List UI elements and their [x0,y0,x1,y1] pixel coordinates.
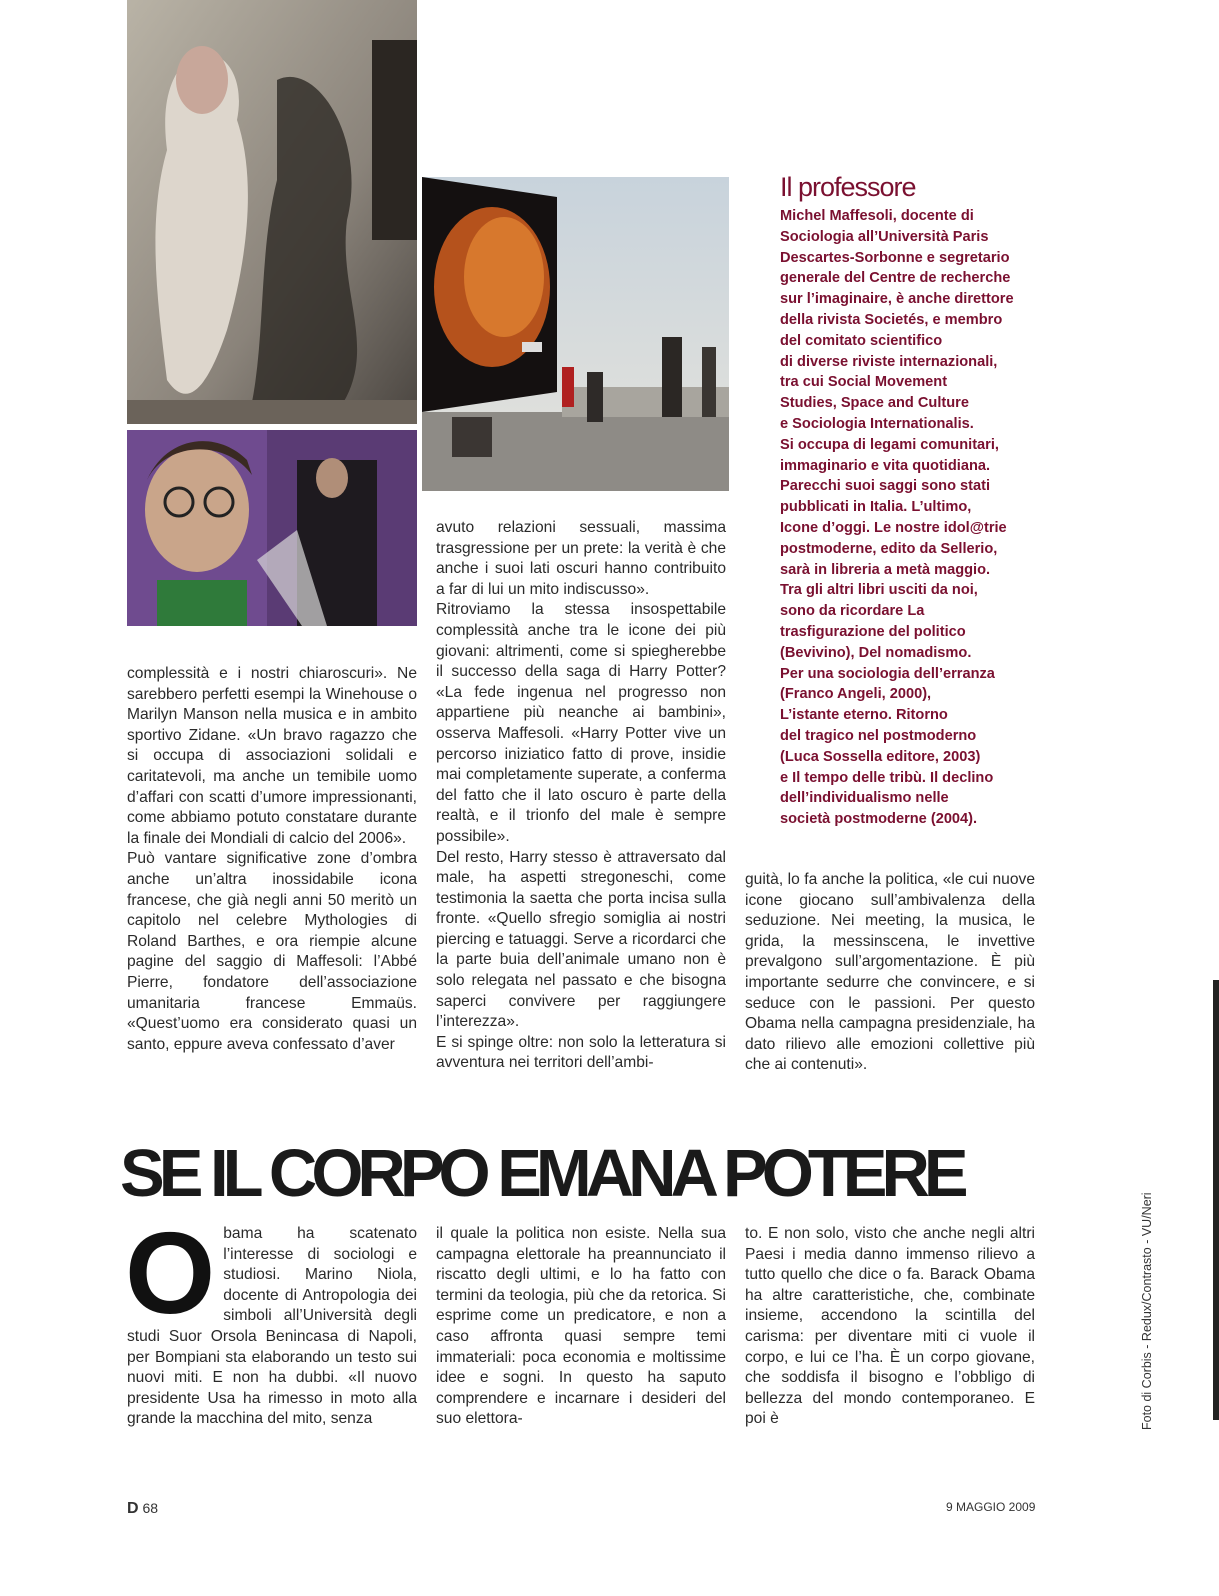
sidebar-line: Per una sociologia dell’erranza [780,665,995,682]
issue-date: 9 MAGGIO 2009 [946,1500,1036,1514]
sidebar-line: dell’individualismo nelle [780,790,949,807]
photo-sculpture-shadow [127,0,417,424]
sidebar-line: del tragico nel postmoderno [780,727,977,744]
sidebar-line: (Luca Sossella editore, 2003) [780,748,981,765]
sidebar-line: trasfigurazione del politico [780,623,966,640]
photo-harry-potter-mural [127,430,417,626]
sidebar-line: della rivista Societés, e membro [780,311,1003,328]
sidebar-body [780,206,1040,830]
paragraph: Ritroviamo la stessa insospettabile complessità anche tra le icone dei più giovani: altrimenti, come si spiegherebbe il successo della saga di Harry Potter? «La fede ingenua nel progresso non appartiene più neanche ai bambini», osserva Maffesoli. «Harry Potter vive un percorso iniziatico fatto di prove, insidie mai completamente superate, a conferma del fatto che il lato oscuro è parte della realtà, e il trionfo del male è sempre possibile». [436,601,726,845]
article-headline: SE IL CORPO EMANA POTERE [120,1136,963,1211]
photo-billboard-face [422,177,729,491]
paragraph: complessità e i nostri chiaroscuri». Ne sarebbero perfetti esempi la Winehouse o Marilyn Manson nella musica e in ambito sportivo Zidane. «Un bravo ragazzo che si occupa di associazioni solidali e caritatevoli, ma anche un temibile uomo d’affari con scatti d’umore impressionanti, come abbiamo potuto constatare durante la finale dei Mondiali di calcio del 2006». [127,665,417,847]
sidebar-line: Descartes-Sorbonne e segretario [780,249,1010,266]
paragraph: il quale la politica non esiste. Nella sua campagna elettorale ha preannunciato il riscatto degli ultimi, e lo ha fatto con termini da teologia, più che da retorica. Si esprime come un predicatore, e non a caso affronta quasi sempre temi immateriali: poca economia e moltissime idee e sogni. In questo ha saputo comprendere e incarnare i desideri del suo elettora- [436,1225,726,1428]
sidebar-line: del comitato scientifico [780,332,943,349]
sidebar-line: Parecchi suoi saggi sono stati [780,478,991,495]
sidebar-line: di diverse riviste internazionali, [780,353,998,370]
paragraph: Può vantare significative zone d’ombra anche un’altra inossidabile icona francese, che già negli anni 50 meritò un capitolo nel celebre Mythologies di Roland Barthes, e ora riempie alcune pagine del saggio di Maffesoli: l’Abbé Pierre, fondatore dell’associazione umanitaria francese Emmaüs. «Quest’uomo era considerato quasi un santo, eppure aveva confessato d’aver [127,850,417,1053]
page-folio [127,1500,158,1518]
sidebar-line: Si occupa di legami comunitari, [780,436,999,453]
article-bottom-col1 [125,1208,417,1430]
sidebar-line: Michel Maffesoli, docente di [780,208,974,224]
sidebar-line: tra cui Social Movement [780,374,948,391]
paragraph: E si spinge oltre: non solo la letteratura si avventura nei territori dell’ambi- [436,1033,726,1072]
sidebar-line: pubblicati in Italia. L’ultimo, [780,499,972,516]
photo-credit: Foto di Corbis - Redux/Contrasto - VU/Neri [1140,1192,1154,1430]
article-bottom-col2 [436,1224,726,1430]
sidebar-line: immaginario e vita quotidiana. [780,457,991,474]
sidebar-line: (Bevivino), Del nomadismo. [780,644,972,661]
sidebar-line: sono da ricordare La [780,603,925,620]
drop-cap: O [125,1208,216,1338]
sidebar-line: e Sociologia Internationalis. [780,415,974,432]
sidebar-line: (Franco Angeli, 2000), [780,686,932,703]
sidebar-title: Il professore [780,172,916,202]
sidebar-line: Icone d’oggi. Le nostre idol@trie [780,519,1007,536]
sidebar-line: società postmoderne (2004). [780,811,978,828]
article-top-col3 [745,870,1035,1076]
sidebar-line: postmoderne, edito da Sellerio, [780,540,998,557]
paragraph: Del resto, Harry stesso è attraversato dal male, ha aspetti stregoneschi, come testimonia la saetta che porta incisa sulla fronte. «Quello sfregio somiglia ai nostri piercing e tatuaggi. Serve a ricordarci che la parte buia dell’animale umano non è solo relegata nel passato e che bisogna saperci convivere per raggiungere l’interezza». [436,848,726,1031]
magazine-logo: D [127,1500,139,1517]
sidebar-line: Sociologia all’Università Paris [780,228,989,245]
article-bottom-col3 [745,1224,1035,1430]
sidebar-line: sarà in libreria a metà maggio. [780,561,991,578]
article-top-col2 [436,518,726,1074]
sidebar-line: Studies, Space and Culture [780,395,969,412]
sidebar-line: sur l’imaginaire, è anche direttore [780,291,1014,308]
sidebar-line: L’istante eterno. Ritorno [780,707,948,724]
sidebar-line: generale del Centre de recherche [780,270,1011,287]
article-top-col1 [127,664,417,1055]
paragraph: to. E non solo, visto che anche negli altri Paesi i media danno immenso rilievo a tutto quello che dice o fa. Barack Obama ha altre caratteristiche, che, combinate insieme, accendono la scintilla del carisma: per diventare miti ci vuole il corpo, e lui ce l’ha. È un corpo giovane, che soddisfa il bisogno e l’obbligo di bellezza del mondo contemporaneo. E poi è [745,1225,1035,1428]
paragraph: guità, lo fa anche la politica, «le cui nuove icone giocano sull’ambivalenza della seduzione. Nei meeting, la musica, le grida, la messinscena, le invettive prevalgono sull’argomentazione. È più importante sedurre che convincere, e si seduce con le passioni. Per questo Obama nella campagna presidenziale, ha dato rilievo alle emozioni collettive più che ai contenuti». [745,871,1035,1074]
sidebar-line: e Il tempo delle tribù. Il declino [780,769,994,786]
paragraph: bama ha scatenato l’interesse di sociologi e studiosi. Marino Niola, docente di Antropologia dei simboli all’Università degli studi Suor Orsola Benincasa di Napoli, per Bompiani sta elaborando un testo sui nuovi miti. E non ha dubbi. «Il nuovo presidente Usa ha rimesso in moto alla grande la macchina del mito, senza [127,1225,417,1428]
paragraph: avuto relazioni sessuali, massima trasgressione per un prete: la verità è che anche i suoi lati oscuri hanno contribuito a far di lui un mito indiscusso». [436,519,726,598]
page-number: 68 [142,1500,159,1516]
page-edge-shadow [1213,980,1219,1420]
sidebar-line: Tra gli altri libri usciti da noi, [780,582,978,599]
